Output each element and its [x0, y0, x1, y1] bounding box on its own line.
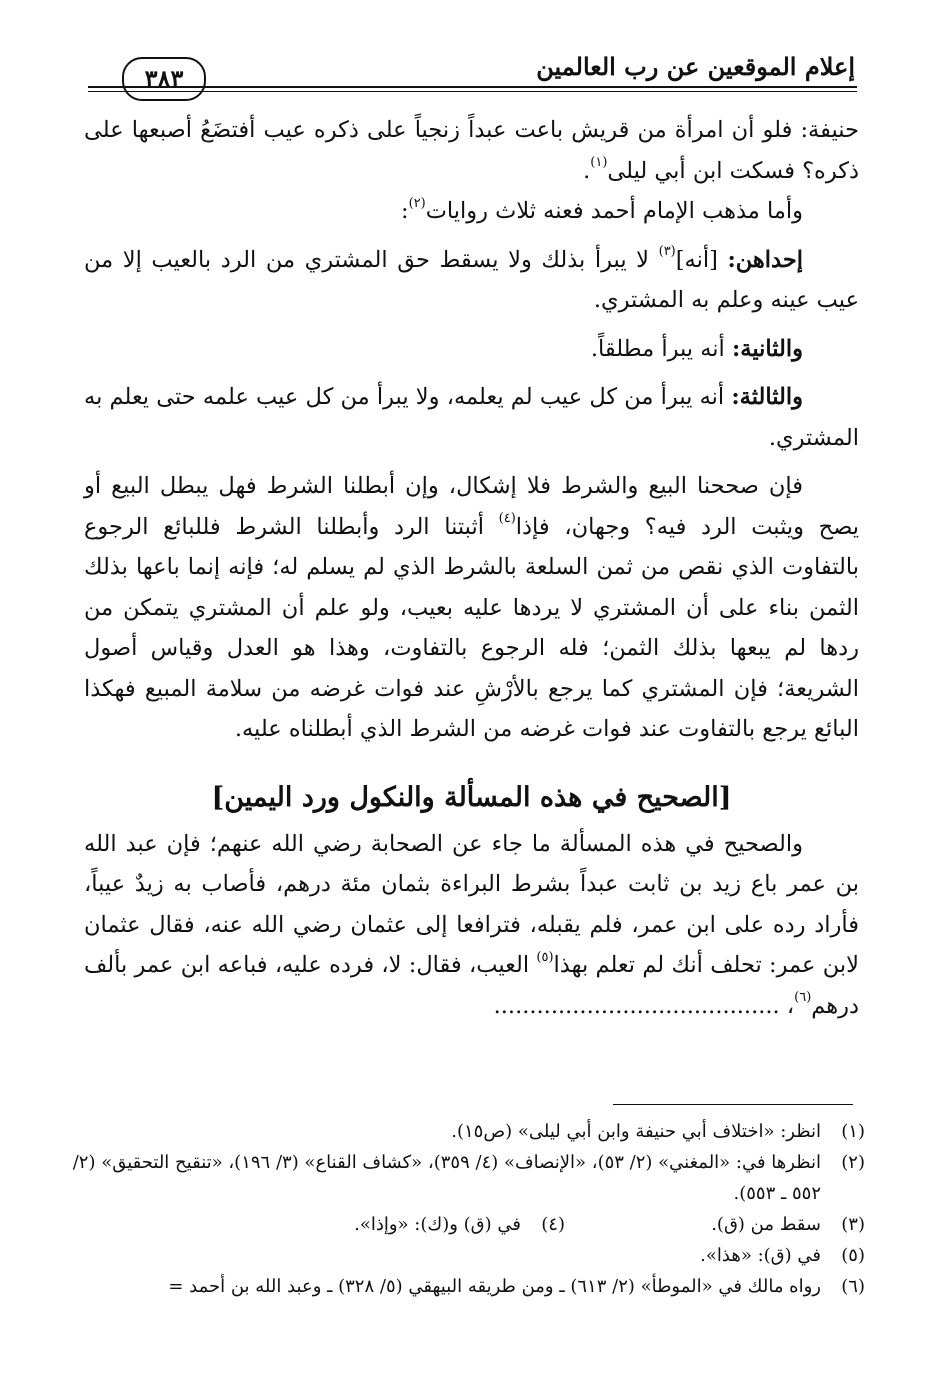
- footnote-number: (٣): [841, 1214, 865, 1235]
- paragraph-first-narration: إحداهن: [أنه]$^{(٣)}$ لا يبرأ بذلك ولا يسقط حق المشتري من الرد بالعيب إلا من عيب عينه وعلم به المشتري.: [84, 244, 859, 313]
- footnote-2: [66, 1147, 865, 1209]
- footnote-text: رواه مالك في «الموطأ» (٢/ ٦١٣) ـ ومن طريقه البيهقي (٥/ ٣٢٨) ـ وعبد الله بن أحمد =: [168, 1276, 821, 1297]
- footnote-text: في (ق) و(ك): «وإذا».: [354, 1214, 521, 1235]
- footnote-text: في (ق): «هذا».: [700, 1245, 821, 1266]
- label-third: والثالثة:: [731, 384, 803, 410]
- page-number: ٣٨٣: [122, 57, 206, 101]
- footnote-ref-2[interactable]: (٢): [408, 195, 426, 211]
- footnote-ref-5[interactable]: (٥): [536, 949, 554, 965]
- footnote-text: انظر: «اختلاف أبي حنيفة وابن أبي ليلى» (ص١٥).: [451, 1121, 821, 1142]
- header-rule: [88, 86, 857, 88]
- main-text: [84, 110, 859, 1026]
- footnote-ref-3[interactable]: (٣): [658, 244, 676, 259]
- footnote-ref-4[interactable]: (٤): [498, 511, 516, 526]
- footnote-3: [565, 1209, 865, 1240]
- footnote-text: سقط من (ق).: [711, 1214, 821, 1235]
- footnote-text: انظرها في: «المغني» (٢/ ٥٣)، «الإنصاف» (٤/ ٣٥٩)، «كشاف القناع» (٣/ ١٩٦)، «تنقيح التحقيق» (٢/ ٥٥٢ ـ ٥٥٣).: [72, 1152, 821, 1204]
- section-heading: [الصحيح في هذه المسألة والنكول ورد اليمين]: [211, 781, 732, 813]
- footnote-number: (١): [841, 1121, 865, 1142]
- footnote-number: (٤): [541, 1214, 565, 1235]
- footnote-ref-1[interactable]: (١): [590, 155, 608, 170]
- paragraph-7: والصحيح في هذه المسألة ما جاء عن الصحابة رضي الله عنهم؛ فإن عبد الله بن عمر باع زيد بن ثابت عبداً بشرط البراءة بثمان مئة درهم، فأصاب به زيدٌ عيباً، فأراد رده على ابن عمر، فلم يقبله، فترافعا إلى عثمان رضي الله عنه، فقال عثمان لابن عمر: تحلف أنك لم تعلم بهذا$^{(٥)}$ العيب، فقال: لا، فرده عليه، فباعه ابن عمر بألف درهم$^{(٦)}$، ........................................: [84, 830, 859, 1019]
- paragraph-1: حنيفة: فلو أن امرأة من قريش باعت عبداً زنجياً على ذكره عيب أفتضَعُ أصبعها على ذكره؟ فسكت ابن أبي ليلى$^{(١)}$.: [84, 117, 859, 184]
- footnote-number: (٢): [841, 1152, 865, 1173]
- running-title: إعلام الموقعين عن رب العالمين: [536, 52, 855, 81]
- label-second: والثانية:: [731, 335, 803, 362]
- paragraph-6: فإن صححنا البيع والشرط فلا إشكال، وإن أبطلنا الشرط فهل يبطل البيع أو يصح ويثبت الرد فيه؟ وجهان، فإذا$^{(٤)}$ أثبتنا الرد وأبطلنا الشرط فللبائع الرجوع بالتفاوت الذي نقص من ثمن السلعة بالشرط الذي لم يسلم له؛ فإنه إنما باعها بذلك الثمن بناء على أن المشتري لا يردها عليه بعيب، ولو علم أن المشتري يتمكن من ردها لم يبعها بذلك الثمن؛ فله الرجوع بالتفاوت، وهذا هو العدل وقياس أصول الشريعة؛ فإن المشتري كما يرجع بالأرْشِ عند فوات غرضه من سلامة المبيع فهكذا البائع يرجع بالتفاوت عند فوات غرضه من الشرط الذي أبطلناه عليه.: [84, 473, 859, 742]
- paragraph-second-narration: والثانية: أنه يبرأ مطلقاً.: [590, 335, 803, 362]
- footnote-5: [66, 1240, 865, 1271]
- footnote-1: [66, 1116, 865, 1147]
- footnote-ref-6[interactable]: (٦): [794, 990, 812, 1005]
- paragraph-third-narration: والثالثة: أنه يبرأ من كل عيب لم يعلمه، ولا يبرأ من كل عيب علمه حتى يعلم به المشتري.: [84, 384, 859, 451]
- footnote-number: (٥): [841, 1245, 865, 1266]
- label-first: إحداهن:: [727, 246, 804, 273]
- footnote-separator: [613, 1104, 853, 1105]
- paragraph-2: وأما مذهب الإمام أحمد فعنه ثلاث روايات$^{(٢)}$:: [400, 195, 803, 224]
- header-rule-thin: [88, 91, 857, 92]
- continuation-dots: ........................................: [493, 992, 780, 1019]
- footnote-number: (٦): [841, 1276, 865, 1297]
- footnotes-3-4: [66, 1209, 865, 1240]
- footnote-4: [265, 1209, 565, 1240]
- footnote-6: [66, 1271, 865, 1302]
- footnotes: [66, 1116, 865, 1302]
